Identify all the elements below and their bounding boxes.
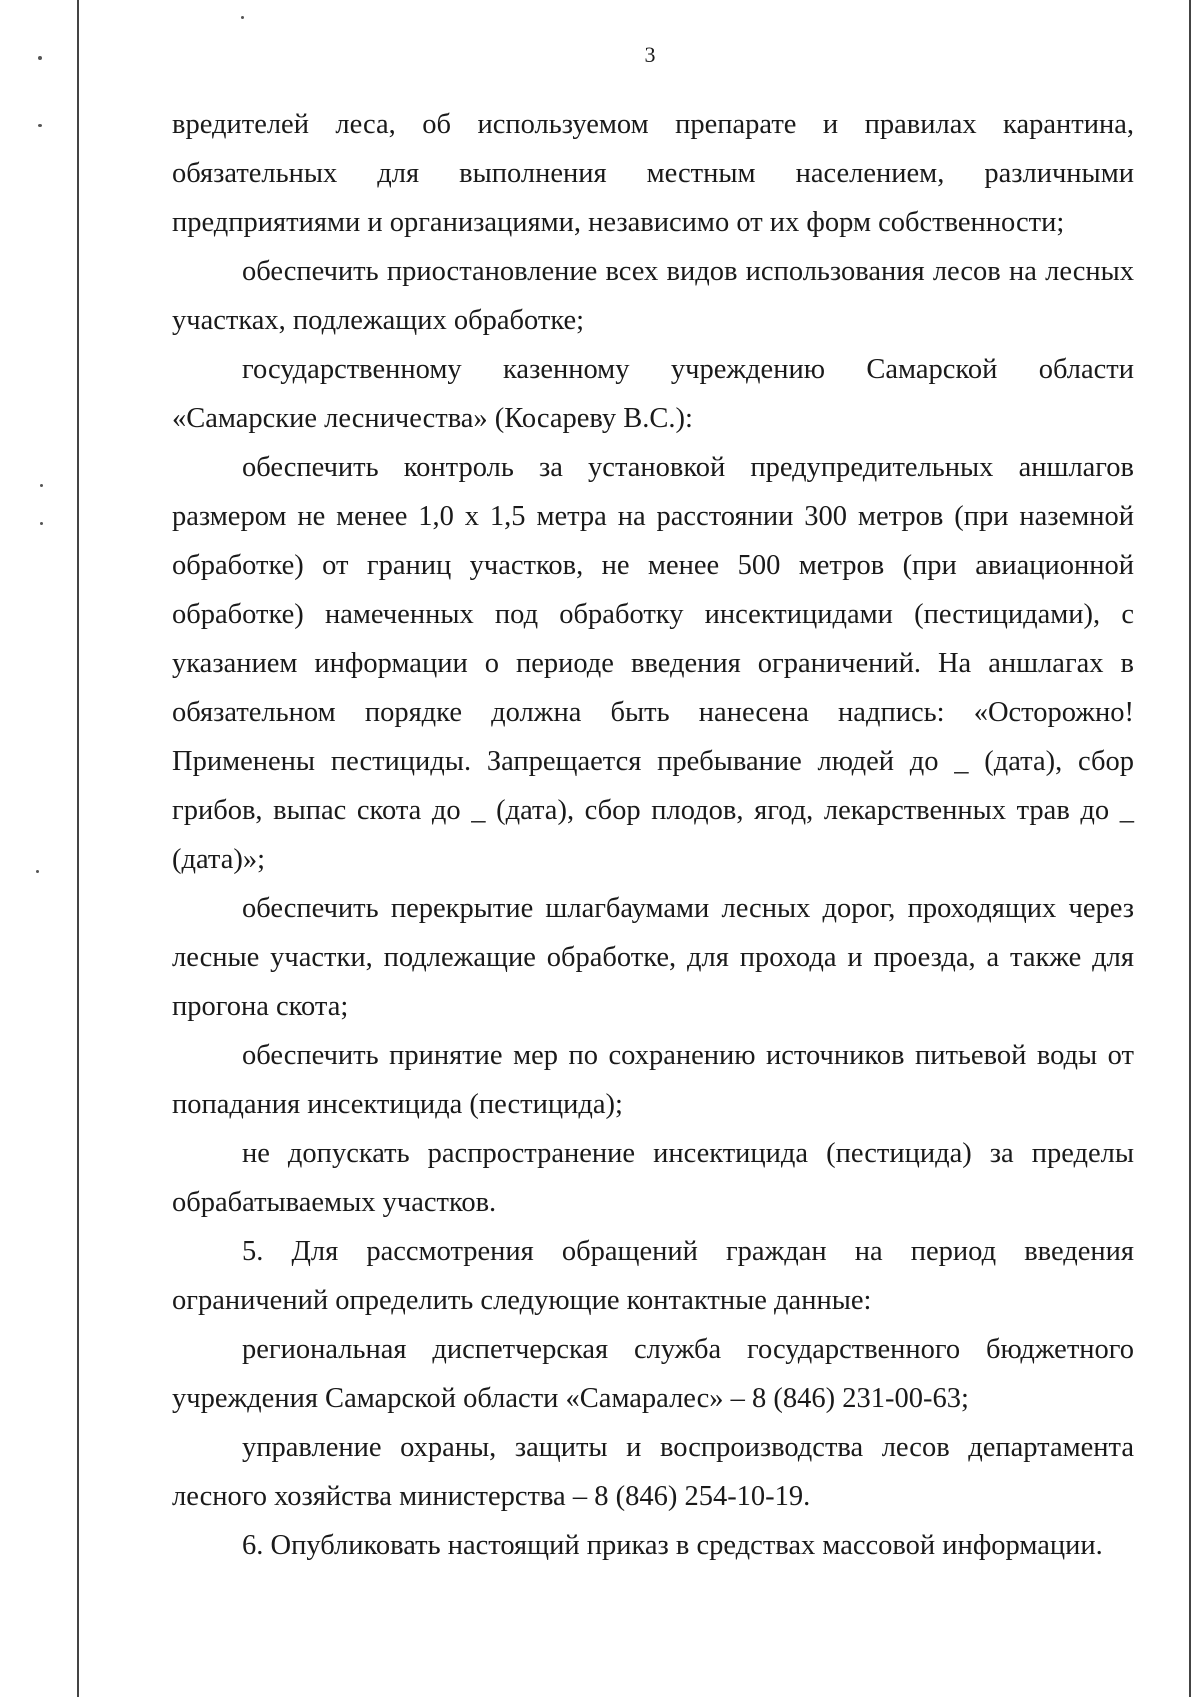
paragraph-spread-prevention: не допускать распространение инсектицида (пестицида) за пределы обрабатываемых участков. bbox=[172, 1138, 1134, 1218]
scan-speck bbox=[40, 484, 43, 487]
paragraph-item-6-publish: 6. Опубликовать настоящий приказ в средствах массовой информации. bbox=[242, 1530, 1103, 1561]
scan-speck bbox=[40, 522, 43, 525]
paragraph-road-barriers: обеспечить перекрытие шлагбаумами лесных дорог, проходящих через лесные участки, подлежащие обработке, для прохода и проезда, а также для прогона скота; bbox=[172, 893, 1134, 1022]
scan-speck bbox=[241, 16, 244, 19]
paragraph-pests-quarantine: вредителей леса, об используемом препарате и правилах карантина, обязательных для выполнения местным населением, различными предприятиями и организациями, независимо от их форм собственности; bbox=[172, 109, 1134, 238]
paragraph-dispatch-service: региональная диспетчерская служба государственного бюджетного учреждения Самарской области «Самаралес» – 8 (846) 231-00-63; bbox=[172, 1334, 1134, 1414]
scan-speck bbox=[36, 870, 39, 873]
paragraph-protection-department: управление охраны, защиты и воспроизводства лесов департамента лесного хозяйства министерства – 8 (846) 254-10-19. bbox=[172, 1432, 1134, 1512]
paragraph-drinking-water: обеспечить принятие мер по сохранению источников питьевой воды от попадания инсектицида (пестицида); bbox=[172, 1040, 1134, 1120]
page-number: 3 bbox=[644, 42, 656, 67]
document-body bbox=[172, 100, 1134, 1570]
paragraph-suspend-forest-use: обеспечить приостановление всех видов использования лесов на лесных участках, подлежащих обработке; bbox=[172, 256, 1134, 336]
paragraph-samara-forestries: государственному казенному учреждению Самарской области «Самарские лесничества» (Косареву В.С.): bbox=[172, 354, 1134, 434]
scan-margin-line-right bbox=[1189, 0, 1191, 1697]
scan-margin-line-left bbox=[77, 0, 79, 1697]
scan-speck bbox=[38, 124, 42, 127]
paragraph-item-5-contacts: 5. Для рассмотрения обращений граждан на период введения ограничений определить следующие контактные данные: bbox=[172, 1236, 1134, 1316]
paragraph-warning-signs: обеспечить контроль за установкой предупредительных аншлагов размером не менее 1,0 х 1,5 метра на расстоянии 300 метров (при наземной обработке) от границ участков, не менее 500 метров (при авиационной обработке) намеченных под обработку инсектицидами (пестицидами), с указанием информации о периоде введения ограничений. На аншлагах в обязательном порядке должна быть нанесена надпись: «Осторожно! Применены пестициды. Запрещается пребывание людей до _ (дата), сбор грибов, выпас скота до _ (дата), сбор плодов, ягод, лекарственных трав до _ (дата)»; bbox=[172, 452, 1134, 875]
